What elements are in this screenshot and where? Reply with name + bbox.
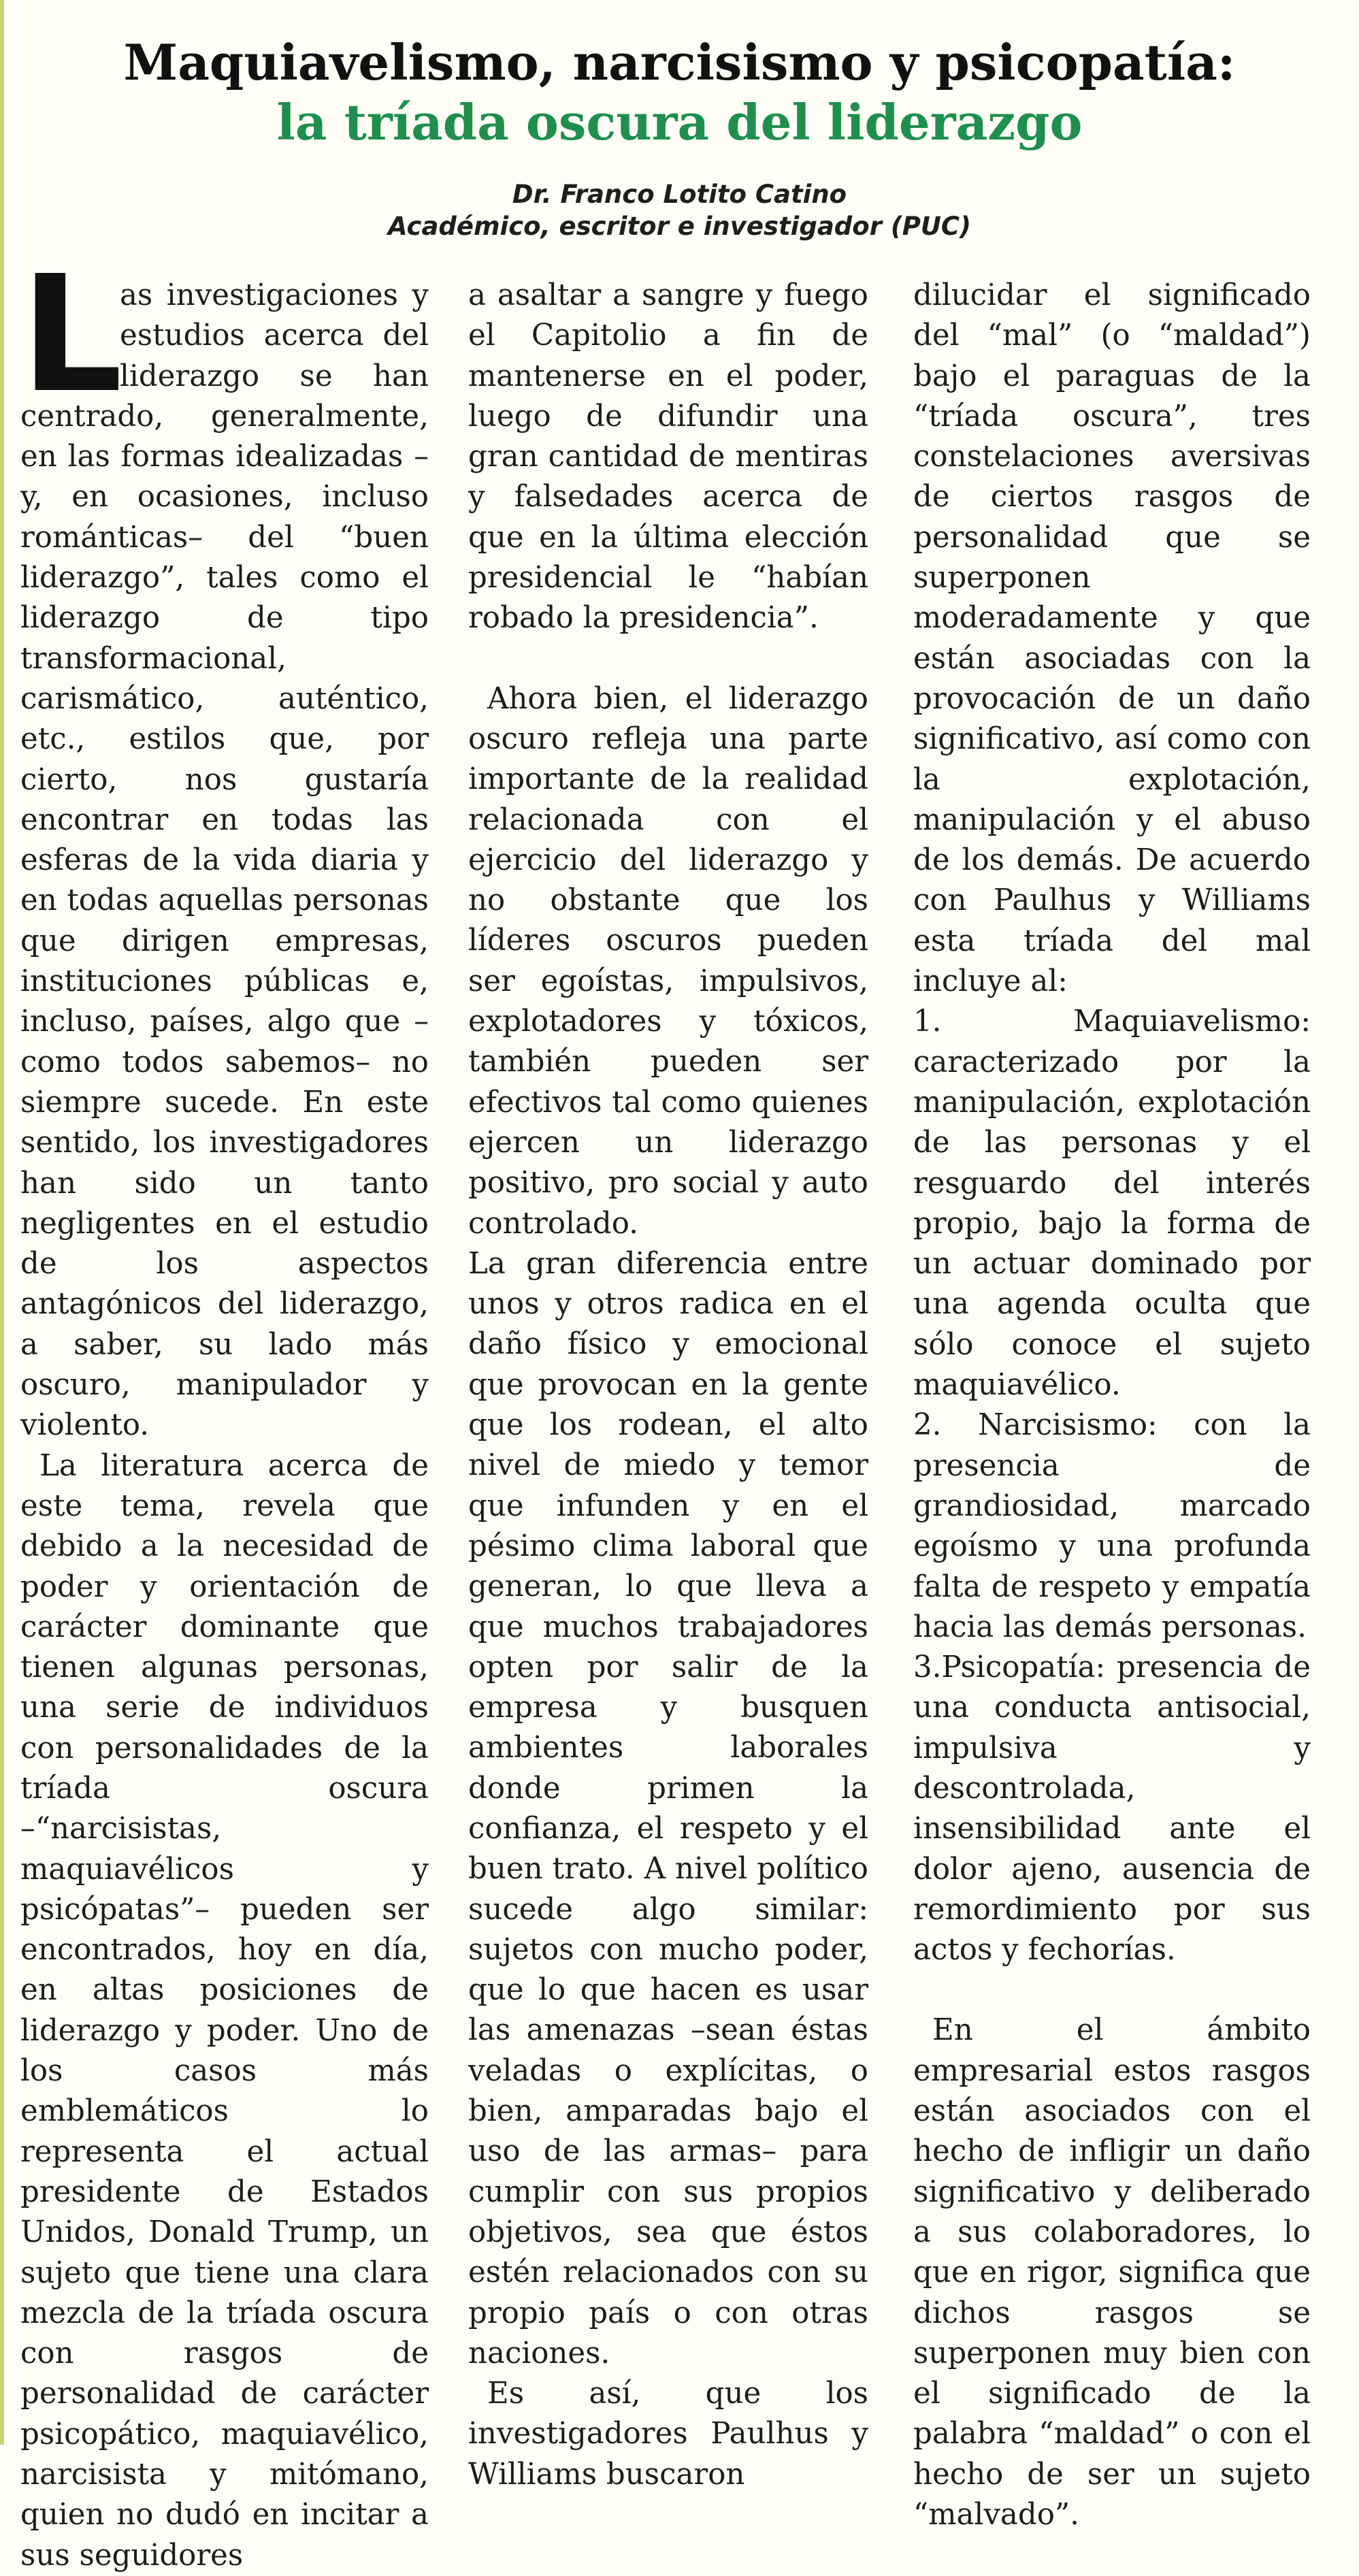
article-subtitle: la tríada oscura del liderazgo xyxy=(276,93,1083,151)
paragraph-8: En el ámbito empresarial estos rasgos están asociados con el hecho de infligir un daño significativo y deliberado a sus colaboradores, lo que en rigor, significa que dichos rasgos se superponen muy bien con el significado de la palabra “maldad” o con el hecho de ser un sujeto “malvado”. xyxy=(913,2013,1311,2532)
paragraph-6: Es así, que los investigadores Paulhus y Williams buscaron xyxy=(468,2377,868,2492)
article-title: Maquiavelismo, narcisismo y psicopatía: xyxy=(123,33,1236,91)
paragraph-4: Ahora bien, el liderazgo oscuro refleja una parte importante de la realidad relacionada con el ejercicio del liderazgo y no obstante que los líderes oscuros pueden ser egoístas, impulsivos, explotadores y tóxicos, también pueden ser efectivos tal como quienes ejercen un liderazgo positivo, pro social y auto controlado. xyxy=(468,681,868,1241)
column-1 xyxy=(20,241,429,2576)
paragraph-gap xyxy=(468,639,868,679)
drop-cap: L xyxy=(20,241,123,428)
paragraph-5: La gran diferencia entre unos y otros radica en el daño físico y emocional que provocan en la gente que los rodean, el alto nivel de miedo y temor que infunden y en el pésimo clima laboral que generan, lo que lleva a que muchos trabajadores opten por salir de la empresa y busquen ambientes laborales donde primen la confianza, el respeto y el buen trato. A nivel político sucede algo similar: sujetos con mucho poder, que lo que hacen es usar las amenazas –sean éstas veladas o explícitas, o bien, amparadas bajo el uso de las armas– para cumplir con sus propios objetivos, sea que éstos estén relacionados con su propio país o con otras naciones. xyxy=(468,1246,868,2370)
column-2 xyxy=(468,276,868,2495)
author-name: Dr. Franco Lotito Catino xyxy=(512,180,847,209)
side-rule xyxy=(0,0,4,2445)
list-item-psicopatia: 3.Psicopatía: presencia de una conducta antisocial, impulsiva y descontrolada, insensibilidad ante el dolor ajeno, ausencia de remordimiento por sus actos y fechorías. xyxy=(913,1650,1311,1968)
paragraph-1-text: as investigaciones y estudios acerca del liderazgo se han centrado, generalmente, en las formas idealizadas –y, en ocasiones, incluso románticas– del “buen liderazgo”, tales como el liderazgo de tipo transformacional, carismático, auténtico, etc., estilos que, por cierto, nos gustaría encontrar en todas las esferas de la vida diaria y en todas aquellas personas que dirigen empresas, instituciones públicas e, incluso, países, algo que –como todos sabemos– no siempre sucede. En este sentido, los investigadores han sido un tanto negligentes en el estudio de los aspectos antagónicos del liderazgo, a saber, su lado más oscuro, manipulador y violento. xyxy=(20,278,429,1443)
list-item-narcisismo: 2. Narcisismo: con la presencia de grandiosidad, marcado egoísmo y una profunda falta de respeto y empatía hacia las demás personas. xyxy=(913,1408,1311,1644)
paragraph-7: dilucidar el significado del “mal” (o “maldad”) bajo el paraguas de la “tríada oscura”, tres constelaciones aversivas de ciertos rasgos de personalidad que se superponen moderadamente y que están asociadas con la provocación de un daño significativo, así como con la explotación, manipulación y el abuso de los demás. De acuerdo con Paulhus y Williams esta tríada del mal incluye al: xyxy=(913,278,1311,999)
list-item-maquiavelismo: 1. Maquiavelismo: caracterizado por la manipulación, explotación de las personas y el resguardo del interés propio, bajo la forma de un actuar dominado por una agenda oculta que sólo conoce el sujeto maquiavélico. xyxy=(913,1005,1311,1403)
author-affiliation: Académico, escritor e investigador (PUC) xyxy=(388,212,971,241)
column-3 xyxy=(913,276,1311,2535)
paragraph-2: La literatura acerca de este tema, revela que debido a la necesidad de poder y orientación de carácter dominante que tienen algunas personas, una serie de individuos con personalidades de la tríada oscura –“narcisistas, maquiavélicos y psicópatas”– pueden ser encontrados, hoy en día, en altas posiciones de liderazgo y poder. Uno de los casos más emblemáticos lo representa el actual presidente de Estados Unidos, Donald Trump, un sujeto que tiene una clara mezcla de la tríada oscura con rasgos de personalidad de carácter psicopático, maquiavélico, narcisista y mitómano, quien no dudó en incitar a sus seguidores xyxy=(20,1448,429,2573)
paragraph-gap xyxy=(913,1970,1311,2010)
paragraph-3: a asaltar a sangre y fuego el Capitolio a fin de mantenerse en el poder, luego de difundir una gran cantidad de mentiras y falsedades acerca de que en la última elección presidencial le “habían robado la presidencia”. xyxy=(468,278,868,636)
paragraph-1 xyxy=(20,241,429,1446)
